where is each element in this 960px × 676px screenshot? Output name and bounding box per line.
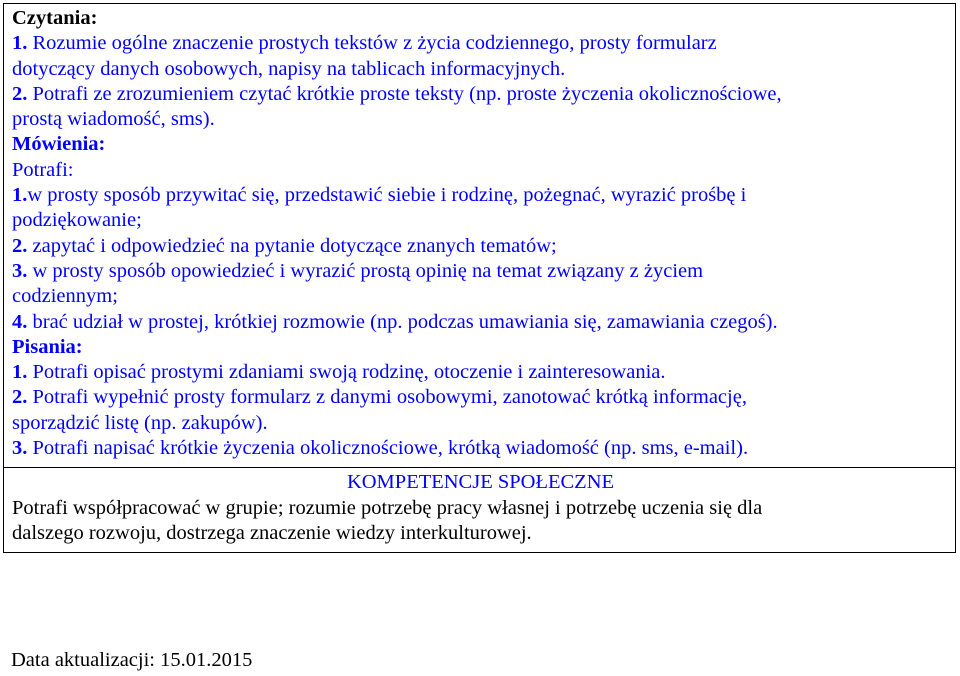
social-competence-heading: KOMPETENCJE SPOŁECZNE (346, 471, 615, 494)
speaking-line-4: 3. w prosty sposób opowiedzieć i wyrazić prostą opinię na temat związany z życiem (12, 259, 704, 282)
writing-line-2: 2. Potrafi wypełnić prosty formularz z danymi osobowymi, zanotować krótką informację, (12, 386, 747, 409)
speaking-line-6: 4. brać udział w prostej, krótkiej rozmowie (np. podczas umawiania się, zamawiania czegoś). (12, 310, 778, 333)
speaking-line-1: 1.w prosty sposób przywitać się, przedstawić siebie i rodzinę, pożegnać, wyrazić prośbę i (12, 184, 747, 207)
writing-line-1: 1. Potrafi opisać prostymi zdaniami swoją rodzinę, otoczenie i zainteresowania. (12, 361, 666, 384)
reading-line-1: 1. Rozumie ogólne znaczenie prostych tekstów z życia codziennego, prosty formularz (12, 32, 717, 55)
reading-heading: Czytania: (12, 7, 98, 29)
update-date: Data aktualizacji: 15.01.2015 (11, 649, 253, 671)
social-competence-cell (4, 467, 955, 552)
writing-heading: Pisania: (12, 335, 83, 358)
social-competence-line-1: Potrafi współpracować w grupie; rozumie potrzebę pracy własnej i potrzebę uczenia się dla (12, 496, 763, 519)
speaking-line-2: podziękowanie; (12, 209, 142, 232)
reading-line-3: 2. Potrafi ze zrozumieniem czytać krótkie proste teksty (np. proste życzenia okolicznościowe, (12, 82, 782, 105)
speaking-heading: Mówienia: (12, 133, 106, 156)
writing-line-3: sporządzić listę (np. zakupów). (12, 411, 268, 434)
reading-line-2: dotyczący danych osobowych, napisy na tablicach informacyjnych. (12, 57, 566, 80)
writing-line-4: 3. Potrafi napisać krótkie życzenia okolicznościowe, krótką wiadomość (np. sms, e-mail). (12, 437, 749, 460)
document-table (3, 3, 956, 553)
speaking-line-5: codziennym; (12, 285, 118, 308)
speaking-line-3: 2. zapytać i odpowiedzieć na pytanie dotyczące znanych tematów; (12, 234, 557, 257)
social-competence-line-2: dalszego rozwoju, dostrzega znaczenie wiedzy interkulturowej. (12, 521, 532, 544)
reading-line-4: prostą wiadomość, sms). (12, 108, 215, 131)
speaking-intro: Potrafi: (12, 158, 74, 181)
skills-cell (4, 4, 955, 467)
